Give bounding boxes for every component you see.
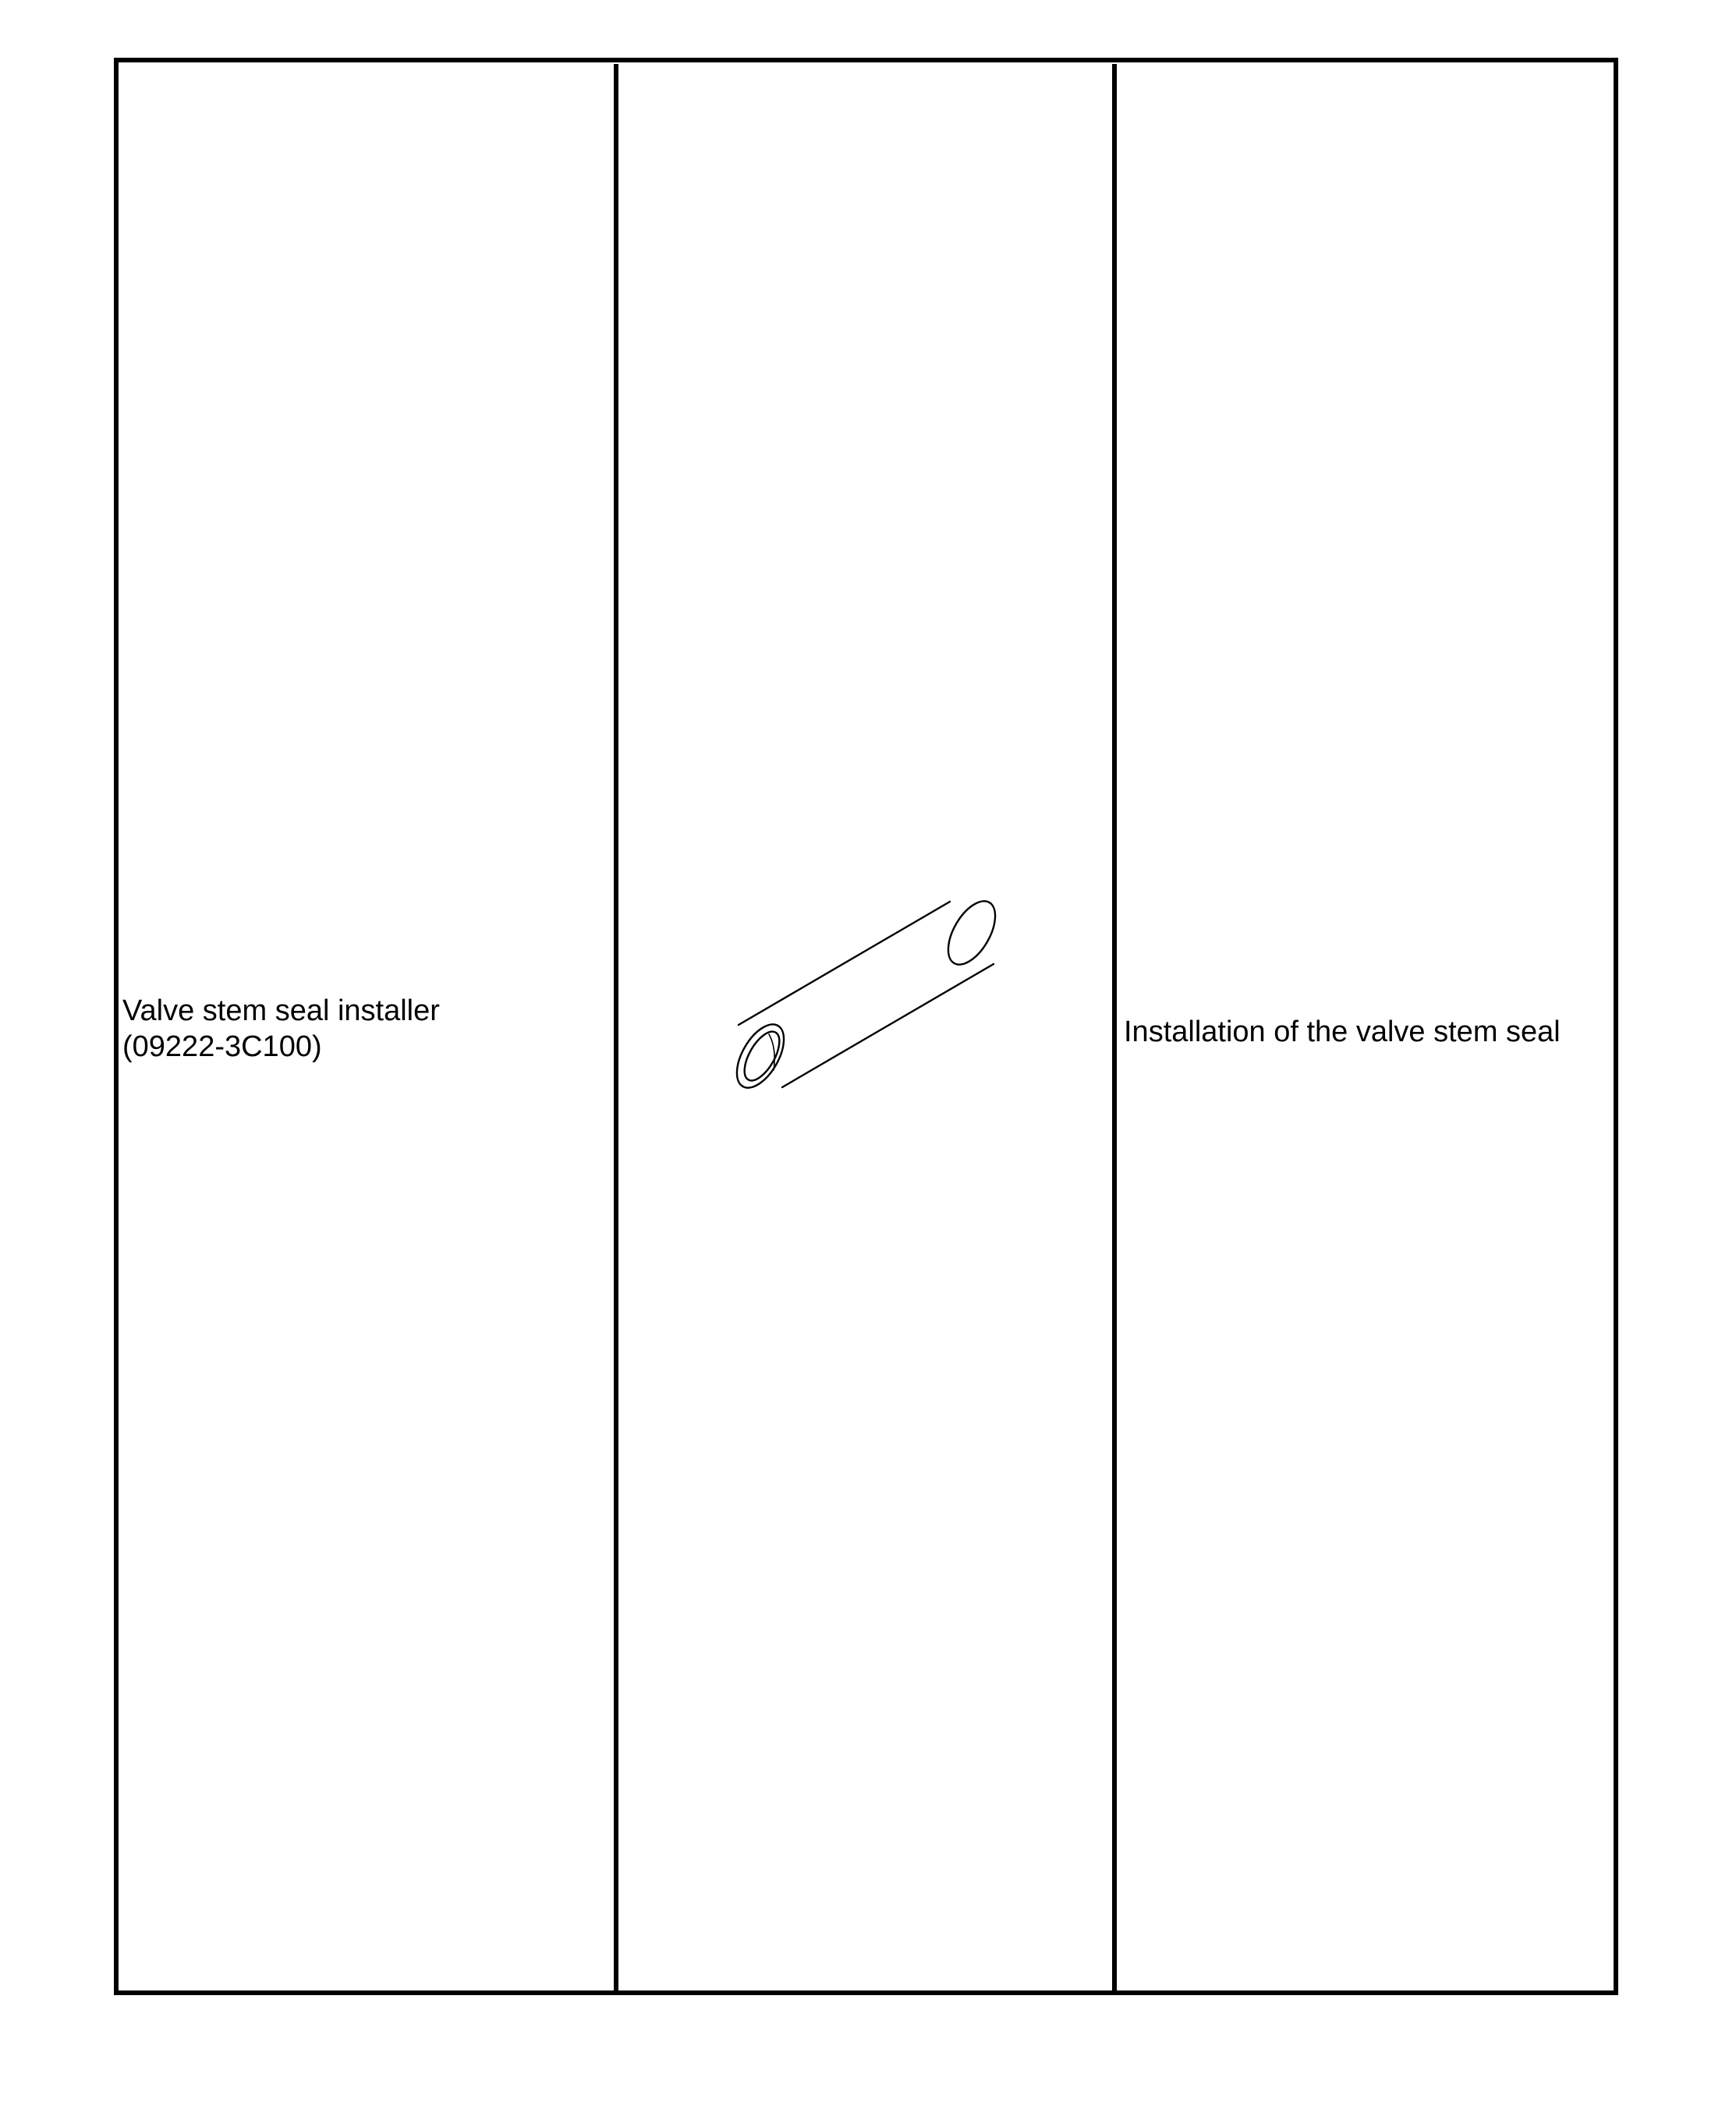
tool-name-cell: Valve stem seal installer (09222-3C100) (122, 994, 440, 1063)
tool-usage-cell: Installation of the valve stem seal (1124, 1016, 1561, 1048)
tube-installer-icon (702, 874, 1029, 1131)
column-divider (1112, 64, 1117, 1994)
column-divider (614, 64, 618, 1994)
